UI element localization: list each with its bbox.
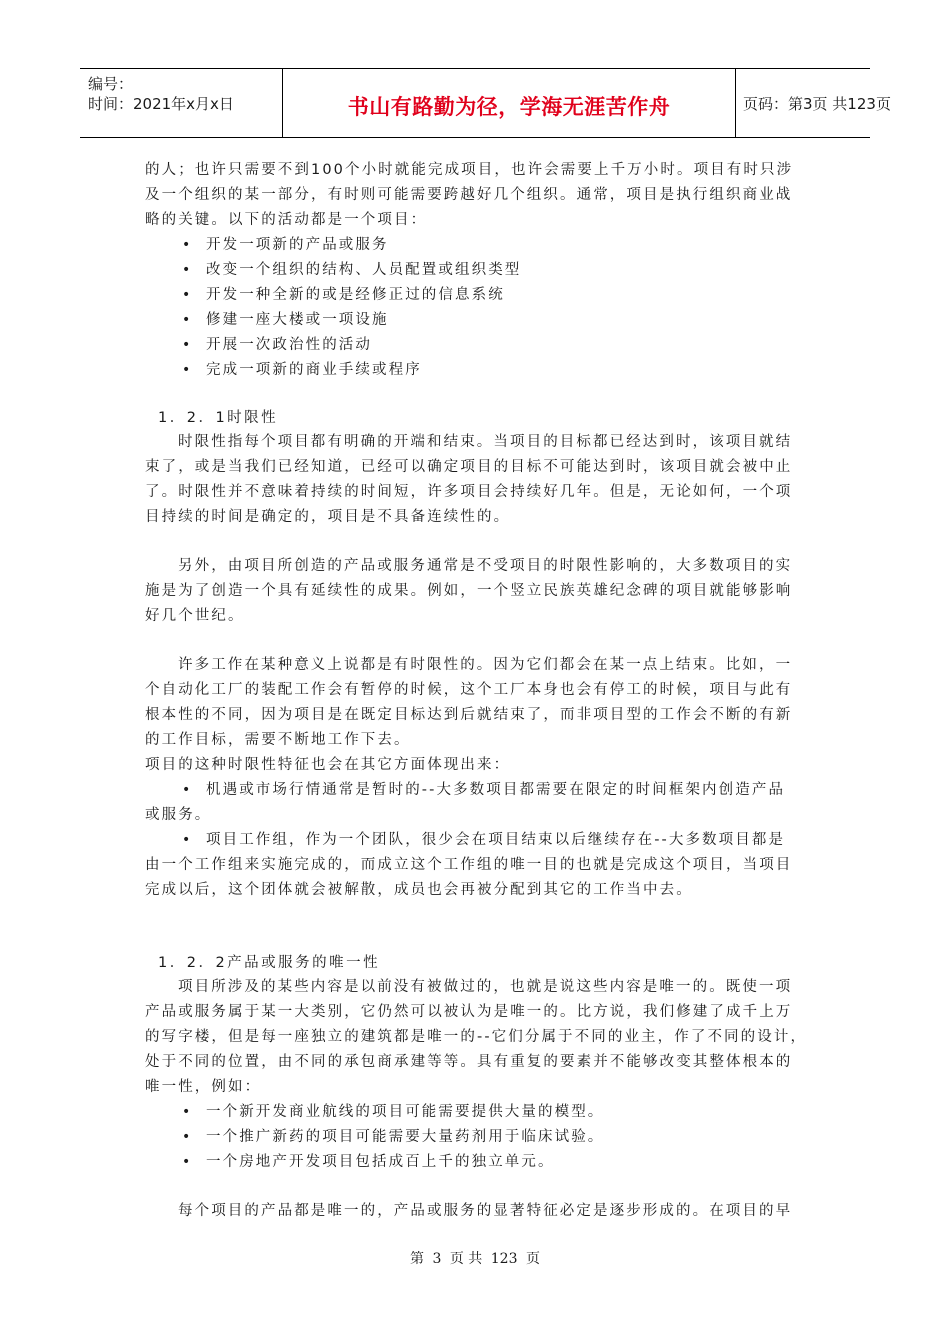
header-left-cell <box>80 69 282 137</box>
footer-page-number: 3 <box>432 1251 442 1267</box>
paragraph-line: 完成以后，这个团体就会被解散，成员也会再被分配到其它的工作当中去。 <box>145 882 693 898</box>
list-item: 一个新开发商业航线的项目可能需要提供大量的模型。 <box>206 1104 605 1120</box>
list-item: 开发一种全新的或是经修正过的信息系统 <box>206 287 505 303</box>
paragraph-line: 项目所涉及的某些内容是以前没有被做过的，也就是说这些内容是唯一的。既使一项 <box>178 979 793 995</box>
section-heading: 1．2．1时限性 <box>158 410 279 426</box>
bullet-marker: • <box>182 237 191 253</box>
bullet-marker: • <box>182 1154 191 1170</box>
bullet-marker: • <box>182 362 191 378</box>
list-item: 开发一项新的产品或服务 <box>206 237 389 253</box>
paragraph-line: 目持续的时间是确定的，项目是不具备连续性的。 <box>145 509 511 525</box>
bullet-marker: • <box>182 337 191 353</box>
footer-mid: 页 共 <box>449 1251 483 1267</box>
paragraph-line: 时限性指每个项目都有明确的开端和结束。当项目的目标都已经达到时，该项目就结 <box>178 434 793 450</box>
list-item: 开展一次政治性的活动 <box>206 337 372 353</box>
header-motto: 书山有路勤为径，学海无涯苦作舟 <box>347 95 671 119</box>
bullet-marker: • <box>182 262 191 278</box>
paragraph-line: 好几个世纪。 <box>145 608 245 624</box>
paragraph-line: 根本性的不同，因为项目是在既定目标达到后就结束了，而非项目型的工作会不断的有新 <box>145 707 793 723</box>
footer-suffix: 页 <box>525 1251 540 1267</box>
paragraph-line: 个自动化工厂的装配工作会有暂停的时候，这个工厂本身也会有停工的时候，项目与此有 <box>145 682 793 698</box>
section-heading: 1．2．2产品或服务的唯一性 <box>158 955 381 971</box>
list-item: 一个推广新药的项目可能需要大量药剂用于临床试验。 <box>206 1129 605 1145</box>
paragraph-line: 施是为了创造一个具有延续性的成果。例如，一个竖立民族英雄纪念碑的项目就能够影响 <box>145 583 793 599</box>
paragraph-line: 的工作目标，需要不断地工作下去。 <box>145 732 411 748</box>
paragraph-line: 由一个工作组来实施完成的，而成立这个工作组的唯一目的也就是完成这个项目，当项目 <box>145 857 793 873</box>
paragraph-line: 另外，由项目所创造的产品或服务通常是不受项目的时限性影响的，大多数项目的实 <box>178 558 793 574</box>
paragraph-line: 每个项目的产品都是唯一的，产品或服务的显著特征必定是逐步形成的。在项目的早 <box>178 1203 793 1219</box>
paragraph-line: 或服务。 <box>145 807 212 823</box>
footer-total-pages: 123 <box>490 1251 518 1267</box>
code-label: 编号： <box>88 75 134 93</box>
list-item: 改变一个组织的结构、人员配置或组织类型 <box>206 262 522 278</box>
list-item: 一个房地产开发项目包括成百上千的独立单元。 <box>206 1154 555 1170</box>
time-label: 时间：2021年x月x日 <box>88 95 234 113</box>
paragraph-line: 产品或服务属于某一大类别，它仍然可以被认为是唯一的。比方说，我们修建了成千上万 <box>145 1004 793 1020</box>
bullet-marker: • <box>182 1104 191 1120</box>
page-info: 页码：第3页 共123页 <box>743 95 891 113</box>
paragraph-line: 项目工作组，作为一个团队，很少会在项目结束以后继续存在--大多数项目都是 <box>206 832 786 848</box>
footer-prefix: 第 <box>410 1251 425 1267</box>
bullet-marker: • <box>182 312 191 328</box>
bullet-marker: • <box>182 832 191 848</box>
paragraph-line: 唯一性，例如： <box>145 1079 262 1095</box>
header-right-cell <box>735 69 891 137</box>
paragraph-line: 项目的这种时限性特征也会在其它方面体现出来： <box>145 757 511 773</box>
list-item: 修建一座大楼或一项设施 <box>206 312 389 328</box>
paragraph-line: 略的关键。以下的活动都是一个项目： <box>145 212 428 228</box>
paragraph-line: 的写字楼，但是每一座独立的建筑都是唯一的--它们分属于不同的业主，作了不同的设计， <box>145 1029 808 1045</box>
page-footer <box>0 1248 950 1268</box>
bullet-marker: • <box>182 782 191 798</box>
paragraph-line: 了。时限性并不意味着持续的时间短，许多项目会持续好几年。但是，无论如何，一个项 <box>145 484 793 500</box>
paragraph-line: 的人；也许只需要不到100个小时就能完成项目，也许会需要上千万小时。项目有时只涉 <box>145 162 794 178</box>
list-item: 完成一项新的商业手续或程序 <box>206 362 422 378</box>
paragraph-line: 及一个组织的某一部分，有时则可能需要跨越好几个组织。通常，项目是执行组织商业战 <box>145 187 793 203</box>
paragraph-line: 束了，或是当我们已经知道，已经可以确定项目的目标不可能达到时，该项目就会被中止 <box>145 459 793 475</box>
bullet-marker: • <box>182 287 191 303</box>
bullet-marker: • <box>182 1129 191 1145</box>
paragraph-line: 机遇或市场行情通常是暂时的--大多数项目都需要在限定的时间框架内创造产品 <box>206 782 786 798</box>
paragraph-line: 处于不同的位置，由不同的承包商承建等等。具有重复的要素并不能够改变其整体根本的 <box>145 1054 793 1070</box>
document-header <box>80 68 891 138</box>
paragraph-line: 许多工作在某种意义上说都是有时限性的。因为它们都会在某一点上结束。比如，一 <box>178 657 793 673</box>
header-center-cell <box>282 69 736 137</box>
